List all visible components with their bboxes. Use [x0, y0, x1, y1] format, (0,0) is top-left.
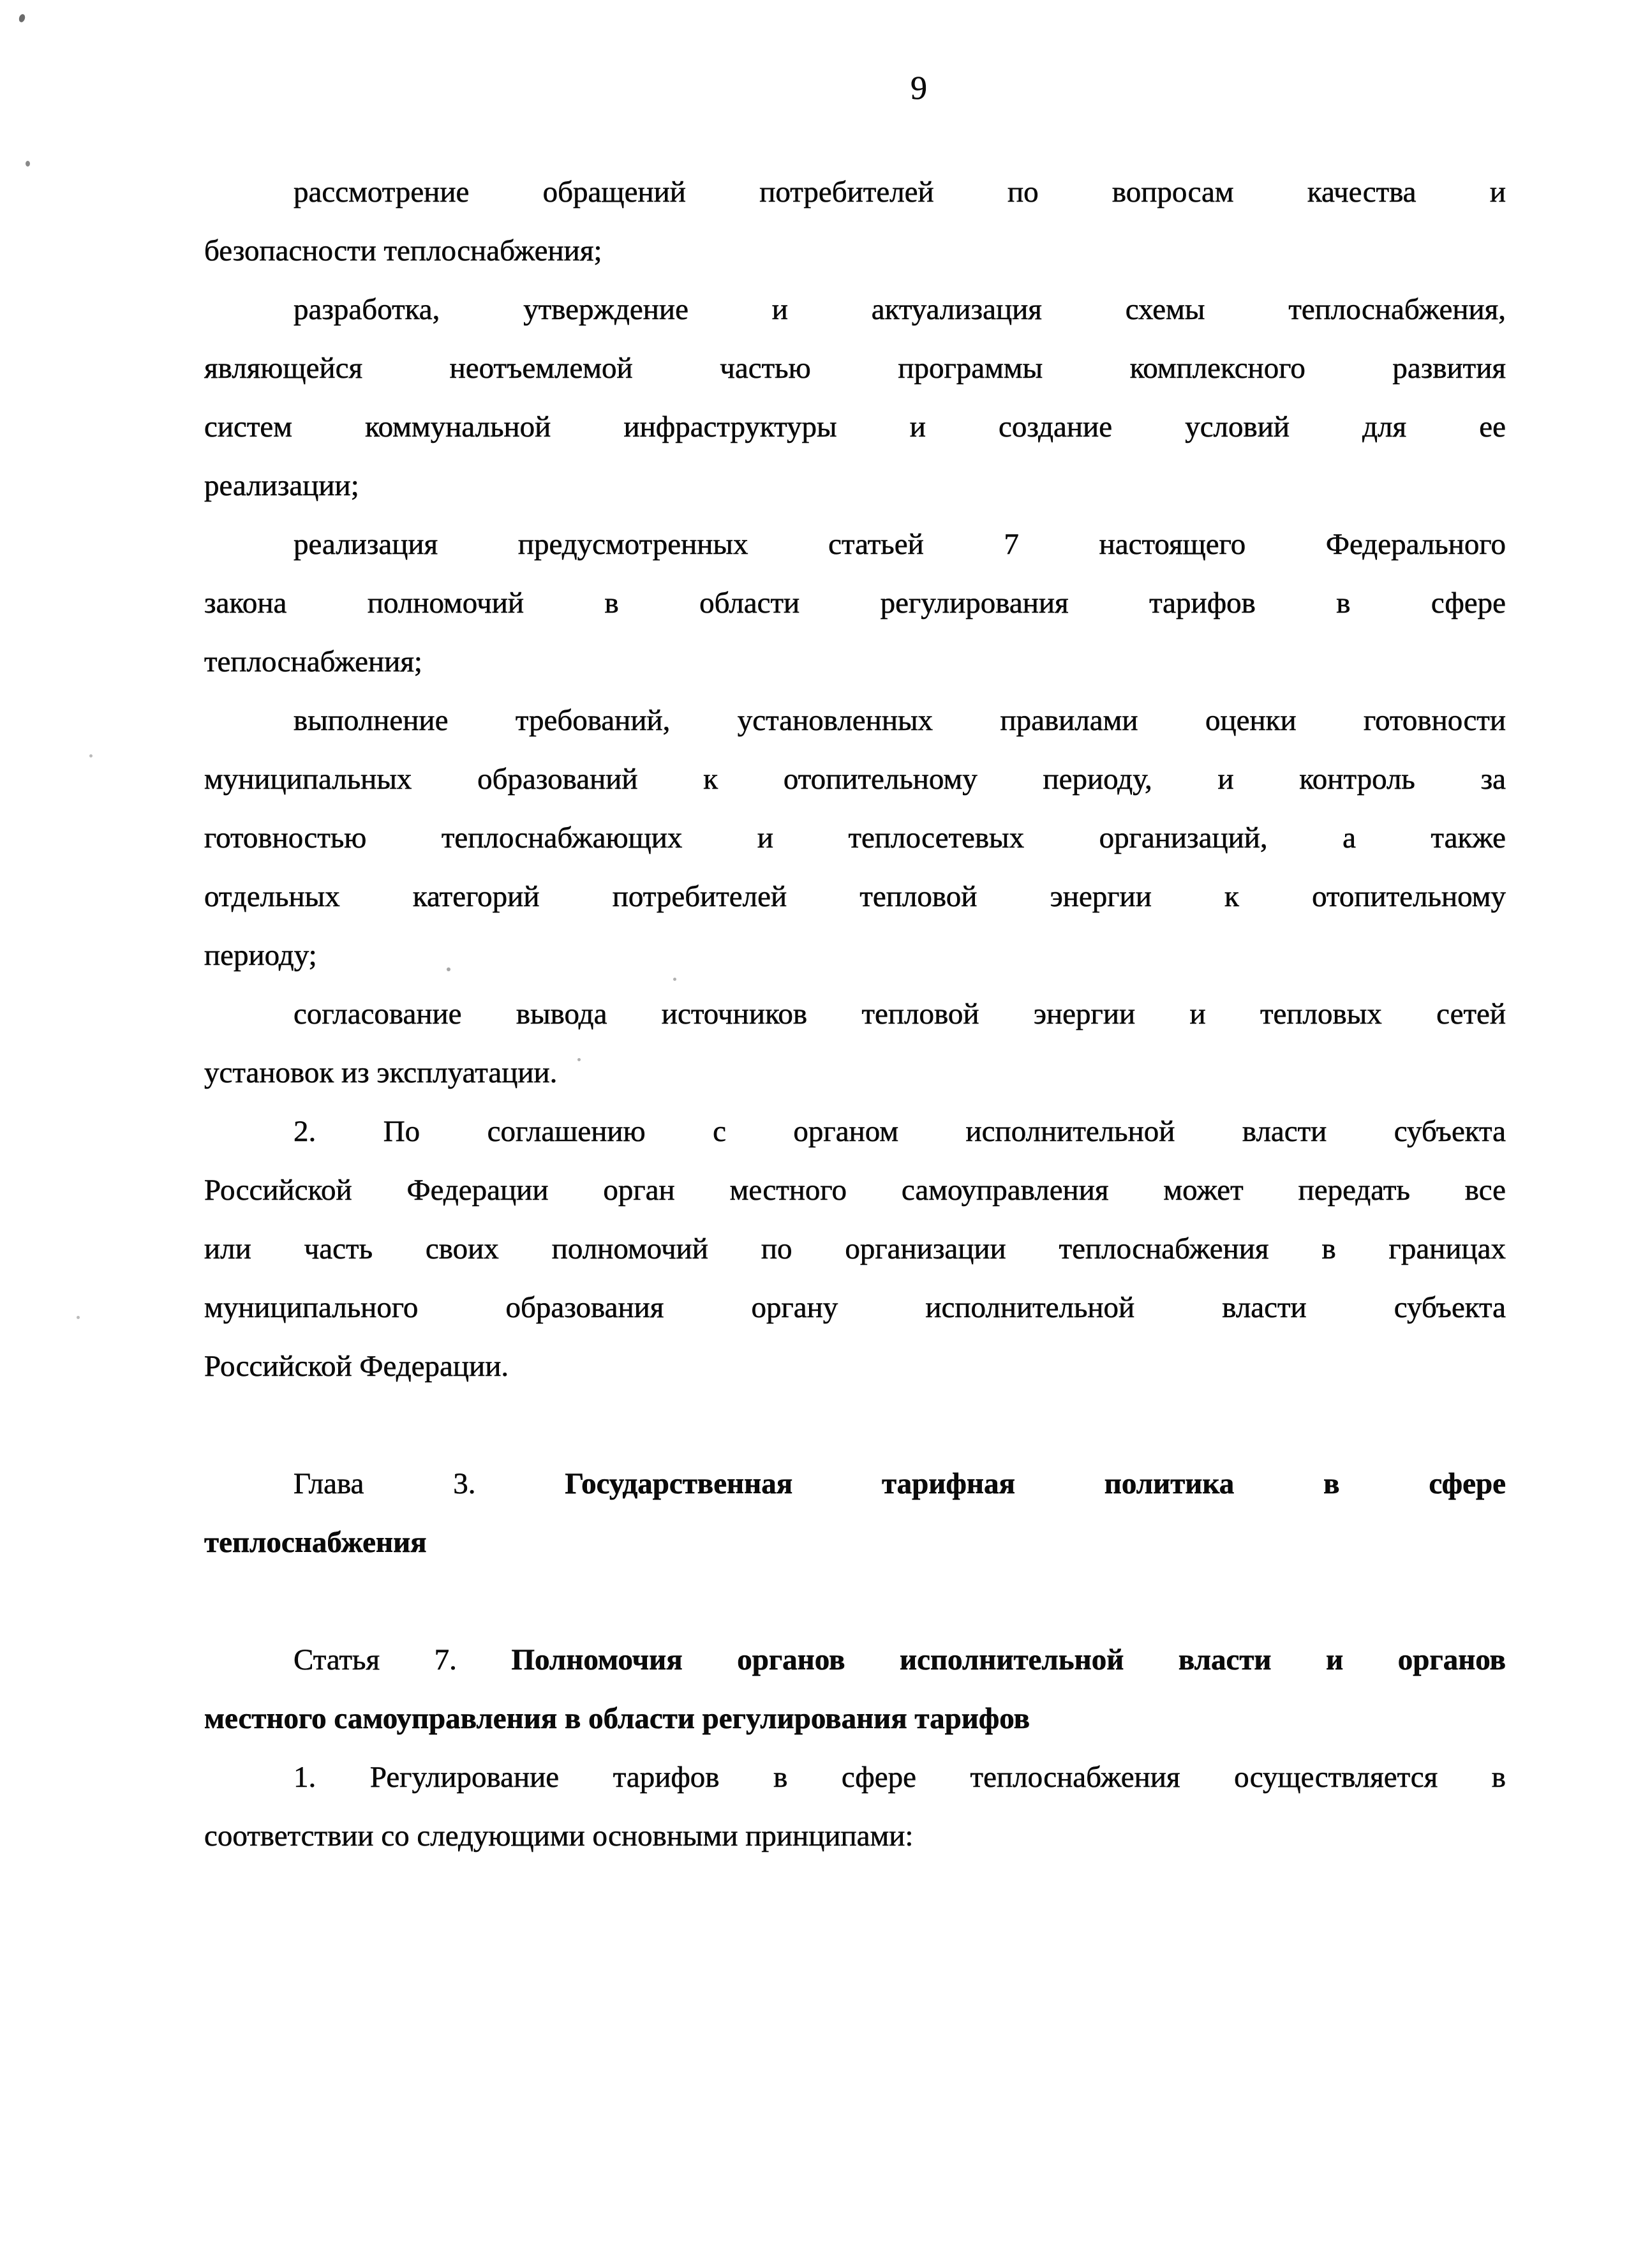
body-line: выполнение требований, установленных правилами оценки готовности — [294, 704, 1506, 737]
body-line: или часть своих полномочий по организации теплоснабжения в границах — [204, 1232, 1506, 1265]
body-line: Российской Федерации орган местного самоуправления может передать все — [204, 1174, 1506, 1207]
chapter-heading-line1 — [204, 1454, 1506, 1513]
body-line: готовностью теплоснабжающих и теплосетевых организаций, а также — [204, 821, 1506, 854]
body-line: закона полномочий в области регулирования тарифов в сфере — [204, 586, 1506, 620]
body-line: периоду; — [204, 939, 317, 972]
law-text-block — [204, 163, 1506, 1865]
body-line: систем коммунальной инфраструктуры и создание условий для ее — [204, 410, 1506, 444]
scan-speck — [18, 13, 26, 23]
body-line: реализация предусмотренных статьей 7 настоящего Федерального — [294, 528, 1506, 561]
body-line: разработка, утверждение и актуализация схемы теплоснабжения, — [294, 293, 1506, 326]
scan-speck — [89, 754, 93, 757]
body-line: реализации; — [204, 469, 359, 502]
body-line: теплоснабжения; — [204, 645, 422, 678]
chapter-number: Глава 3. — [294, 1467, 476, 1500]
body-line: муниципальных образований к отопительному периоду, и контроль за — [204, 763, 1506, 796]
body-line: установок из эксплуатации. — [204, 1056, 558, 1089]
chapter-heading-line2: теплоснабжения — [204, 1526, 427, 1559]
body-line: безопасности теплоснабжения; — [204, 234, 602, 267]
article-heading-line1 — [204, 1630, 1506, 1689]
scan-speck — [26, 161, 30, 167]
article-heading-line2: местного самоуправления в области регулирования тарифов — [204, 1702, 1030, 1735]
body-line: соответствии со следующими основными принципами: — [204, 1819, 914, 1853]
body-line: Российской Федерации. — [204, 1350, 509, 1383]
chapter-title: Государственная тарифная политика в сфере — [565, 1467, 1506, 1500]
body-line: 1. Регулирование тарифов в сфере теплоснабжения осуществляется в — [294, 1761, 1506, 1794]
body-line: являющейся неотъемлемой частью программы комплексного развития — [204, 352, 1506, 385]
page-number: 9 — [911, 70, 927, 107]
body-line: рассмотрение обращений потребителей по вопросам качества и — [294, 175, 1506, 209]
body-line: отдельных категорий потребителей тепловой энергии к отопительному — [204, 880, 1506, 913]
body-line: 2. По соглашению с органом исполнительной власти субъекта — [294, 1115, 1506, 1148]
article-title: Полномочия органов исполнительной власти и органов — [511, 1643, 1506, 1676]
body-line: согласование вывода источников тепловой энергии и тепловых сетей — [294, 997, 1506, 1031]
body-line: муниципального образования органу исполнительной власти субъекта — [204, 1291, 1506, 1324]
article-number: Статья 7. — [294, 1643, 457, 1676]
scan-speck — [77, 1316, 80, 1319]
